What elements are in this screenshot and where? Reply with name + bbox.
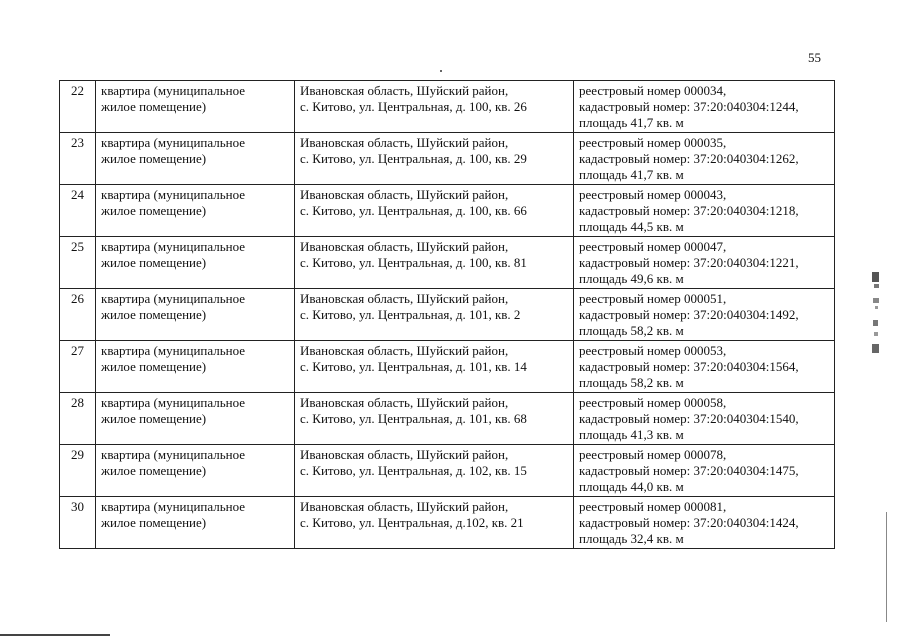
registry-number-line: реестровый номер 000034, bbox=[579, 83, 727, 98]
property-name-cell bbox=[96, 185, 295, 237]
table-row bbox=[60, 289, 835, 341]
property-name-cell bbox=[96, 393, 295, 445]
property-name-line: жилое помещение) bbox=[101, 411, 207, 426]
property-name-line: квартира (муниципальное bbox=[101, 83, 246, 98]
cadastral-number-line: кадастровый номер: 37:20:040304:1221, bbox=[579, 255, 799, 270]
registry-info-cell bbox=[574, 81, 835, 133]
property-name-cell bbox=[96, 445, 295, 497]
registry-info-cell bbox=[574, 497, 835, 549]
margin-stamp-mark bbox=[869, 268, 883, 358]
row-number-cell: 30 bbox=[60, 497, 96, 549]
address-line: Ивановская область, Шуйский район, bbox=[300, 187, 509, 202]
registry-info-cell bbox=[574, 237, 835, 289]
table-row bbox=[60, 393, 835, 445]
property-name-cell bbox=[96, 497, 295, 549]
property-name-line: жилое помещение) bbox=[101, 255, 207, 270]
row-number-cell: 28 bbox=[60, 393, 96, 445]
property-name-line: жилое помещение) bbox=[101, 307, 207, 322]
property-name-line: жилое помещение) bbox=[101, 99, 207, 114]
table-row bbox=[60, 341, 835, 393]
scan-speck bbox=[440, 70, 442, 72]
table-row bbox=[60, 185, 835, 237]
address-cell bbox=[295, 237, 574, 289]
cadastral-number-line: кадастровый номер: 37:20:040304:1540, bbox=[579, 411, 799, 426]
registry-number-line: реестровый номер 000078, bbox=[579, 447, 727, 462]
address-line: Ивановская область, Шуйский район, bbox=[300, 343, 509, 358]
table-row bbox=[60, 497, 835, 549]
row-number-cell: 27 bbox=[60, 341, 96, 393]
row-number-cell: 25 bbox=[60, 237, 96, 289]
table-row bbox=[60, 133, 835, 185]
cadastral-number-line: кадастровый номер: 37:20:040304:1218, bbox=[579, 203, 799, 218]
address-cell bbox=[295, 81, 574, 133]
address-line: с. Китово, ул. Центральная, д. 100, кв. 26 bbox=[300, 99, 527, 114]
property-name-line: жилое помещение) bbox=[101, 203, 207, 218]
property-name-line: квартира (муниципальное bbox=[101, 447, 246, 462]
address-line: с. Китово, ул. Центральная, д. 101, кв. 14 bbox=[300, 359, 527, 374]
registry-info-cell bbox=[574, 393, 835, 445]
page-number: 55 bbox=[808, 50, 821, 65]
table-row bbox=[60, 81, 835, 133]
registry-number-line: реестровый номер 000053, bbox=[579, 343, 727, 358]
registry-number-line: реестровый номер 000081, bbox=[579, 499, 727, 514]
address-line: с. Китово, ул. Центральная, д. 100, кв. 29 bbox=[300, 151, 527, 166]
address-line: Ивановская область, Шуйский район, bbox=[300, 447, 509, 462]
address-line: Ивановская область, Шуйский район, bbox=[300, 499, 509, 514]
table-row bbox=[60, 237, 835, 289]
area-line: площадь 58,2 кв. м bbox=[579, 375, 684, 390]
address-cell bbox=[295, 445, 574, 497]
registry-number-line: реестровый номер 000058, bbox=[579, 395, 727, 410]
property-name-line: жилое помещение) bbox=[101, 463, 207, 478]
area-line: площадь 49,6 кв. м bbox=[579, 271, 684, 286]
cadastral-number-line: кадастровый номер: 37:20:040304:1244, bbox=[579, 99, 799, 114]
address-cell bbox=[295, 185, 574, 237]
address-line: Ивановская область, Шуйский район, bbox=[300, 395, 509, 410]
address-line: Ивановская область, Шуйский район, bbox=[300, 135, 509, 150]
address-line: с. Китово, ул. Центральная, д. 101, кв. 2 bbox=[300, 307, 521, 322]
area-line: площадь 32,4 кв. м bbox=[579, 531, 684, 546]
address-cell bbox=[295, 393, 574, 445]
row-number-cell: 29 bbox=[60, 445, 96, 497]
property-registry-table bbox=[59, 80, 835, 549]
address-line: Ивановская область, Шуйский район, bbox=[300, 291, 509, 306]
address-line: с. Китово, ул. Центральная, д. 101, кв. 68 bbox=[300, 411, 527, 426]
address-line: с. Китово, ул. Центральная, д. 100, кв. 81 bbox=[300, 255, 527, 270]
registry-table-body bbox=[60, 81, 835, 549]
area-line: площадь 44,5 кв. м bbox=[579, 219, 684, 234]
row-number-cell: 24 bbox=[60, 185, 96, 237]
property-name-line: квартира (муниципальное bbox=[101, 291, 246, 306]
registry-info-cell bbox=[574, 289, 835, 341]
property-name-cell bbox=[96, 341, 295, 393]
registry-info-cell bbox=[574, 445, 835, 497]
cadastral-number-line: кадастровый номер: 37:20:040304:1564, bbox=[579, 359, 799, 374]
registry-number-line: реестровый номер 000051, bbox=[579, 291, 727, 306]
area-line: площадь 41,7 кв. м bbox=[579, 167, 684, 182]
row-number-cell: 22 bbox=[60, 81, 96, 133]
row-number-cell: 26 bbox=[60, 289, 96, 341]
property-name-line: жилое помещение) bbox=[101, 359, 207, 374]
area-line: площадь 44,0 кв. м bbox=[579, 479, 684, 494]
property-name-line: квартира (муниципальное bbox=[101, 395, 246, 410]
registry-info-cell bbox=[574, 133, 835, 185]
cadastral-number-line: кадастровый номер: 37:20:040304:1262, bbox=[579, 151, 799, 166]
cadastral-number-line: кадастровый номер: 37:20:040304:1475, bbox=[579, 463, 799, 478]
registry-number-line: реестровый номер 000047, bbox=[579, 239, 727, 254]
property-name-line: квартира (муниципальное bbox=[101, 499, 246, 514]
address-line: Ивановская область, Шуйский район, bbox=[300, 239, 509, 254]
property-name-cell bbox=[96, 81, 295, 133]
property-name-line: квартира (муниципальное bbox=[101, 135, 246, 150]
address-cell bbox=[295, 497, 574, 549]
property-name-line: жилое помещение) bbox=[101, 515, 207, 530]
registry-info-cell bbox=[574, 185, 835, 237]
property-name-cell bbox=[96, 237, 295, 289]
table-row bbox=[60, 445, 835, 497]
address-line: с. Китово, ул. Центральная, д.102, кв. 21 bbox=[300, 515, 524, 530]
cadastral-number-line: кадастровый номер: 37:20:040304:1492, bbox=[579, 307, 799, 322]
address-cell bbox=[295, 133, 574, 185]
registry-info-cell bbox=[574, 341, 835, 393]
address-line: с. Китово, ул. Центральная, д. 100, кв. 66 bbox=[300, 203, 527, 218]
cadastral-number-line: кадастровый номер: 37:20:040304:1424, bbox=[579, 515, 799, 530]
row-number-cell: 23 bbox=[60, 133, 96, 185]
registry-number-line: реестровый номер 000043, bbox=[579, 187, 727, 202]
property-name-line: жилое помещение) bbox=[101, 151, 207, 166]
area-line: площадь 41,3 кв. м bbox=[579, 427, 684, 442]
property-name-line: квартира (муниципальное bbox=[101, 343, 246, 358]
property-name-line: квартира (муниципальное bbox=[101, 187, 246, 202]
address-line: Ивановская область, Шуйский район, bbox=[300, 83, 509, 98]
property-name-cell bbox=[96, 289, 295, 341]
property-name-line: квартира (муниципальное bbox=[101, 239, 246, 254]
bottom-scan-line bbox=[0, 634, 110, 636]
property-name-cell bbox=[96, 133, 295, 185]
address-cell bbox=[295, 341, 574, 393]
address-cell bbox=[295, 289, 574, 341]
registry-number-line: реестровый номер 000035, bbox=[579, 135, 727, 150]
area-line: площадь 58,2 кв. м bbox=[579, 323, 684, 338]
area-line: площадь 41,7 кв. м bbox=[579, 115, 684, 130]
address-line: с. Китово, ул. Центральная, д. 102, кв. 15 bbox=[300, 463, 527, 478]
margin-scan-line bbox=[886, 512, 887, 622]
